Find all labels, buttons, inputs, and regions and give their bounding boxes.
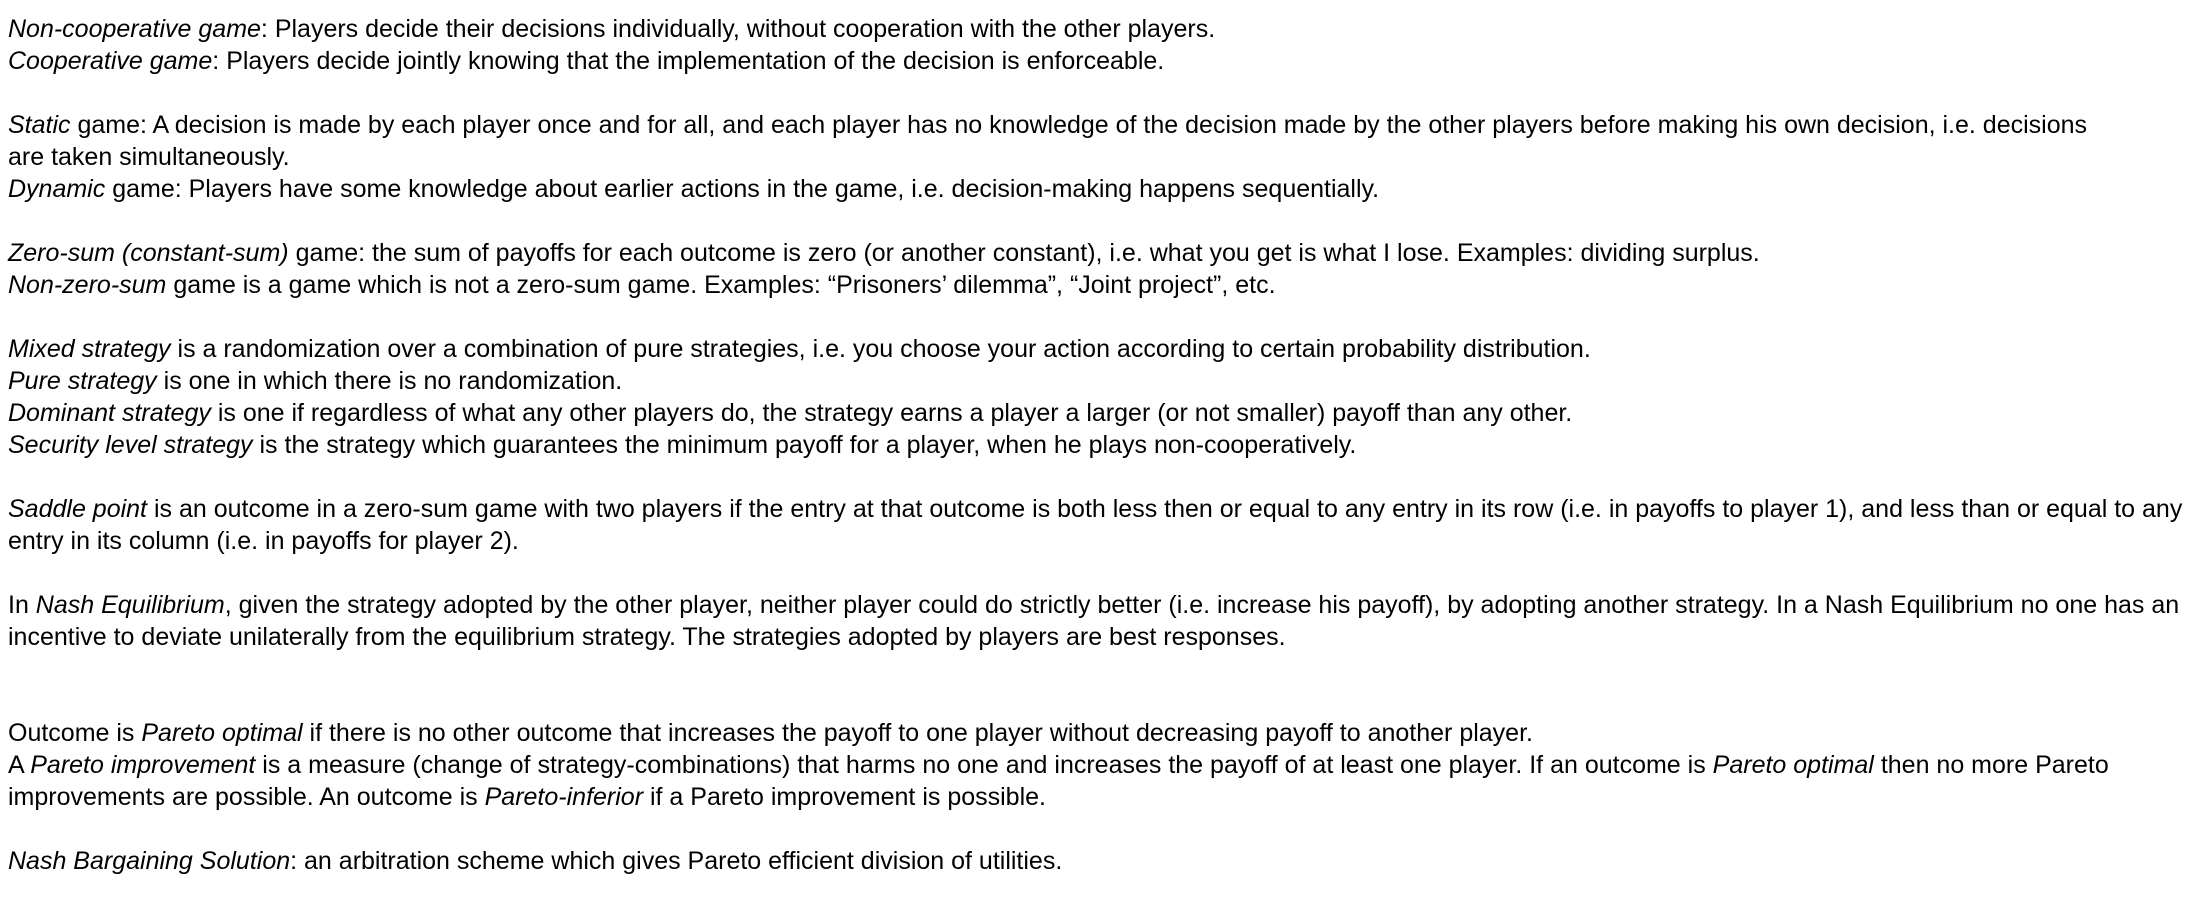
definition-line [8, 269, 2188, 301]
definition-text: game is a game which is not a zero-sum game. Examples: “Prisoners’ dilemma”, “Joint project”, etc. [166, 271, 1276, 299]
definition-text: is one in which there is no randomization. [156, 367, 623, 395]
definition-line [8, 589, 2192, 653]
definition-text: game: A decision is made by each player once and for all, and each player has no knowledge of the decision made by the other players before making his own decision, i.e. decisions are taken simultaneously. [8, 111, 2088, 171]
definition-line [8, 365, 2188, 397]
definition-line [8, 845, 2188, 877]
paragraph-strategies [8, 333, 2188, 461]
definition-text: , given the strategy adopted by the other player, neither player could do strictly better (i.e. increase his payoff), by adopting another strategy. In a Nash Equilibrium no one has an incentive to deviate unilaterally from the equilibrium strategy. The strategies adopted by players are best responses. [8, 591, 2180, 651]
definition-text: game: Players have some knowledge about earlier actions in the game, i.e. decision-making happens sequentially. [105, 175, 1380, 203]
term: Pareto optimal [1712, 751, 1874, 779]
definition-text: : Players decide jointly knowing that the implementation of the decision is enforceable. [212, 47, 1165, 75]
term: Dominant strategy [8, 399, 211, 427]
definition-text: : an arbitration scheme which gives Pareto efficient division of utilities. [290, 847, 1063, 875]
term: Dynamic [8, 175, 106, 203]
term: Pareto-inferior [484, 783, 644, 811]
definition-text: if a Pareto improvement is possible. [643, 783, 1046, 811]
term: Pareto optimal [141, 719, 303, 747]
definition-text: is the strategy which guarantees the minimum payoff for a player, when he plays non-cooperatively. [252, 431, 1357, 459]
definition-text: if there is no other outcome that increases the payoff to one player without decreasing payoff to another player. [302, 719, 1533, 747]
definition-line [8, 397, 2188, 429]
paragraph-sum [8, 237, 2188, 301]
paragraph-nash-equilibrium [8, 589, 2188, 653]
paragraph-timing [8, 109, 2188, 205]
definition-line [8, 237, 2188, 269]
term: Pareto improvement [30, 751, 256, 779]
document-body [8, 13, 2188, 909]
definition-line [8, 173, 2188, 205]
term: Cooperative game [8, 47, 213, 75]
definition-text: : Players decide their decisions individually, without cooperation with the other players. [260, 15, 1216, 43]
term: Saddle point [8, 495, 148, 523]
term: Nash Equilibrium [35, 591, 225, 619]
definition-text: then no more Pareto improvements are possible. An outcome is [8, 751, 2109, 811]
definition-line [8, 13, 2188, 45]
definition-text: is a measure (change of strategy-combinations) that harms no one and increases the payoff of at least one player. If an outcome is [255, 751, 1713, 779]
term: Mixed strategy [8, 335, 171, 363]
paragraph-pareto [8, 717, 2188, 813]
definition-line [8, 717, 2188, 749]
definition-text: is a randomization over a combination of pure strategies, i.e. you choose your action according to certain probability distribution. [170, 335, 1591, 363]
definition-line [8, 109, 2108, 173]
definition-text: In [8, 591, 36, 619]
term: Nash Bargaining Solution [8, 847, 291, 875]
term: Zero-sum (constant-sum) [8, 239, 289, 267]
definition-line [8, 493, 2192, 557]
term: Non-cooperative game [8, 15, 261, 43]
definition-text: is one if regardless of what any other players do, the strategy earns a player a larger (or not smaller) payoff than any other. [210, 399, 1573, 427]
definition-line [8, 333, 2188, 365]
paragraph-cooperation [8, 13, 2188, 77]
definition-text: A [8, 751, 31, 779]
term: Security level strategy [8, 431, 253, 459]
definition-line [8, 45, 2188, 77]
definition-line [8, 429, 2188, 461]
paragraph-saddle-point [8, 493, 2188, 557]
term: Non-zero-sum [8, 271, 167, 299]
definition-text: Outcome is [8, 719, 142, 747]
definition-line [8, 749, 2192, 813]
term: Static [8, 111, 71, 139]
definition-text: game: the sum of payoffs for each outcome is zero (or another constant), i.e. what you get is what I lose. Examples: dividing surplus. [288, 239, 1760, 267]
paragraph-nash-bargaining [8, 845, 2188, 877]
definition-text: is an outcome in a zero-sum game with two players if the entry at that outcome is both less then or equal to any entry in its row (i.e. in payoffs to player 1), and less than or equal to any entry in its column (i.e. in payoffs for player 2). [8, 495, 2183, 555]
term: Pure strategy [8, 367, 157, 395]
